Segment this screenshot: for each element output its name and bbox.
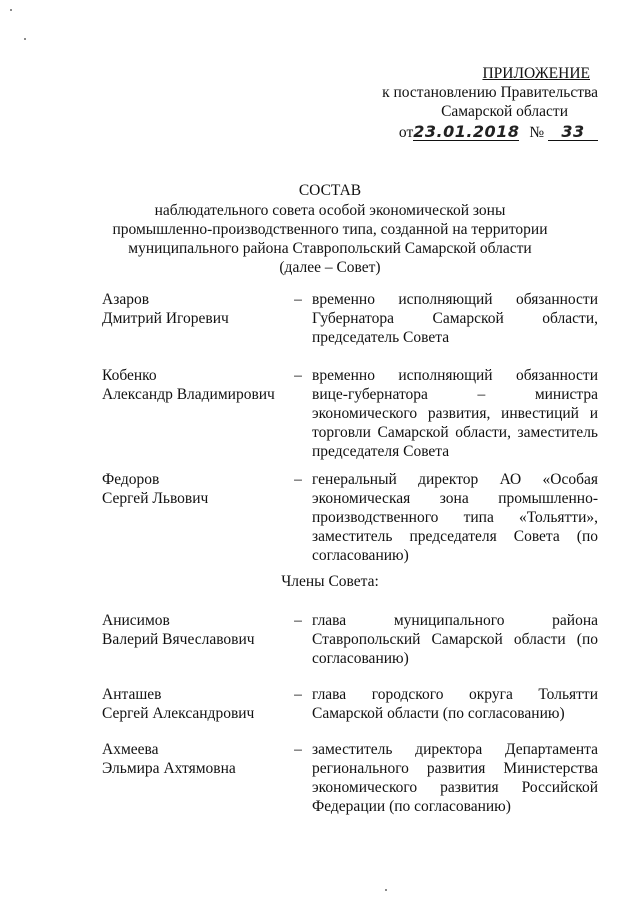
member-role: заместитель директора Департамента регионального развития Министерства экономического развития Российской Федерации (по согласованию) — [312, 741, 598, 815]
number-label: № — [529, 124, 545, 141]
appendix-line-1: к постановлению Правительства — [382, 84, 598, 101]
member-role: глава городского округа Тольятти Самарской области (по согласованию) — [312, 686, 598, 722]
title-heading: СОСТАВ — [298, 182, 362, 199]
member-row — [102, 290, 598, 366]
scan-speck — [24, 38, 26, 40]
member-given-name: Сергей Александрович — [102, 705, 255, 722]
member-role: генеральный директор АО «Особая экономическая зона промышленно-производственного типа «Тольятти», заместитель председателя Совета (по согласованию) — [312, 471, 598, 564]
title-line-1: наблюдательного совета особой экономической зоны — [154, 202, 506, 219]
leadership-list — [102, 290, 598, 565]
resolution-date-line — [338, 123, 598, 142]
member-name — [102, 470, 292, 508]
member-role: временно исполняющий обязанности Губернатора Самарской области, председатель Совета — [312, 291, 598, 346]
member-given-name: Александр Владимирович — [102, 386, 275, 403]
dash-separator: – — [294, 612, 302, 629]
member-name — [102, 740, 292, 778]
dash-separator: – — [294, 471, 302, 488]
member-row — [102, 685, 598, 740]
appendix-line-2: Самарской области — [441, 103, 568, 120]
dash-separator: – — [294, 367, 302, 384]
member-surname: Федоров — [102, 471, 160, 488]
handwritten-date: 23.01.2018 — [413, 122, 520, 141]
member-row — [102, 366, 598, 470]
members-heading: Члены Совета: — [281, 573, 379, 590]
member-name — [102, 290, 292, 328]
member-surname: Азаров — [102, 291, 150, 308]
title-line-4: (далее – Совет) — [279, 259, 381, 276]
dash-separator: – — [294, 291, 302, 308]
member-given-name: Валерий Вячеславович — [102, 631, 255, 648]
member-row — [102, 611, 598, 685]
member-surname: Анисимов — [102, 612, 170, 629]
member-given-name: Эльмира Ахтямовна — [102, 760, 236, 777]
members-list — [102, 611, 598, 816]
dash-separator: – — [294, 741, 302, 758]
date-prefix: от — [398, 124, 414, 141]
title-line-2: промышленно-производственного типа, созданной на территории — [112, 221, 548, 238]
member-role: временно исполняющий обязанности вице-губернатора – министра экономического развития, инвестиций и торговли Самарской области, заместитель председателя Совета — [312, 367, 598, 460]
dash-separator: – — [294, 686, 302, 703]
member-given-name: Дмитрий Игоревич — [102, 310, 229, 327]
member-surname: Кобенко — [102, 367, 157, 384]
title-line-3: муниципального района Ставропольский Самарской области — [128, 240, 532, 257]
member-role: глава муниципального района Ставропольский Самарской области (по согласованию) — [312, 612, 598, 667]
member-name — [102, 685, 292, 723]
document-title — [80, 181, 580, 277]
member-surname: Анташев — [102, 686, 162, 703]
member-row — [102, 740, 598, 816]
appendix-title: ПРИЛОЖЕНИЕ — [482, 65, 590, 82]
member-row — [102, 470, 598, 565]
member-name — [102, 611, 292, 649]
member-given-name: Сергей Львович — [102, 490, 209, 507]
scan-speck — [385, 889, 387, 891]
appendix-header — [338, 64, 598, 142]
member-name — [102, 366, 292, 404]
member-surname: Ахмеева — [102, 741, 159, 758]
handwritten-number: 33 — [548, 124, 598, 141]
scan-speck — [10, 9, 12, 11]
